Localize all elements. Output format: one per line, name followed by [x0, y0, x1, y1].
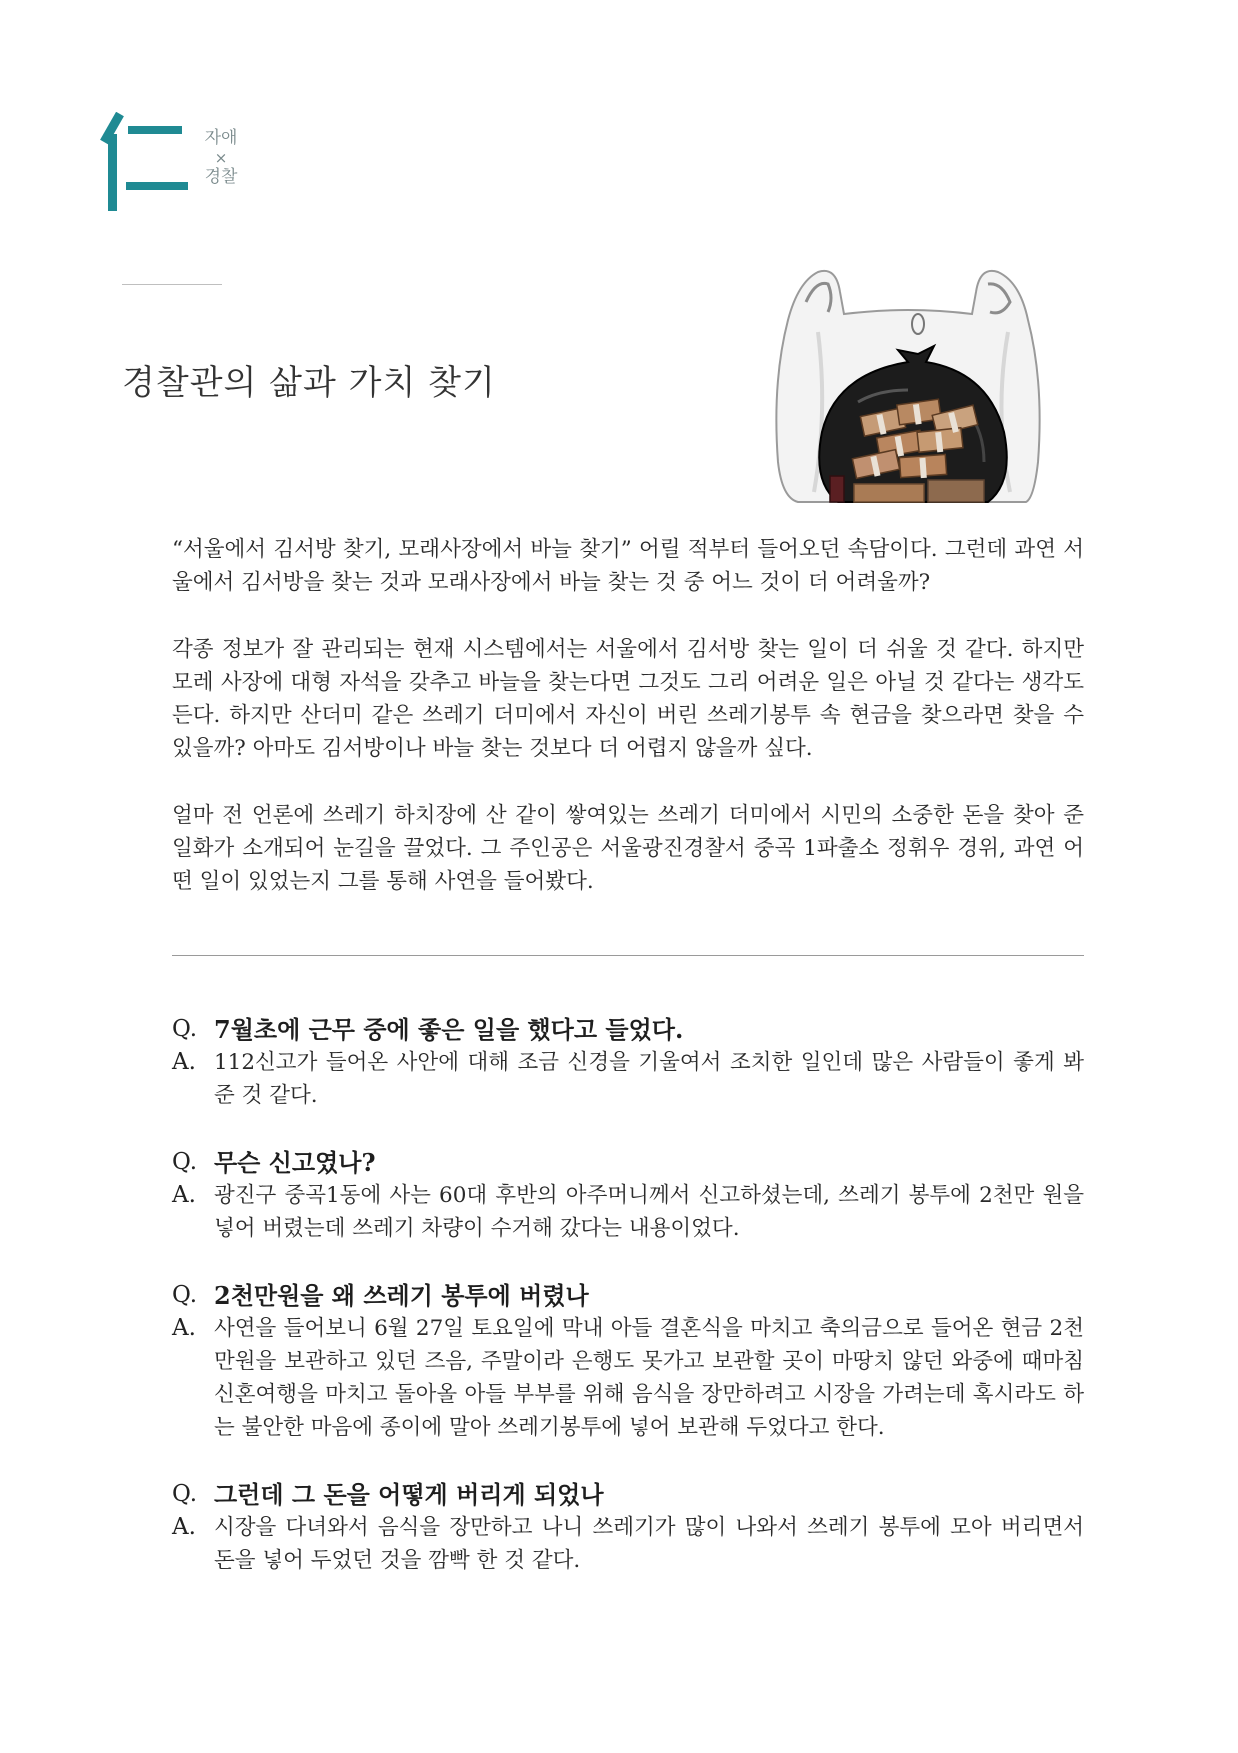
page-title: 경찰관의 삶과 가치 찾기 — [122, 363, 496, 403]
section-divider — [172, 955, 1084, 956]
intro-paragraph: 얼마 전 언론에 쓰레기 하치장에 산 같이 쌓여있는 쓰레기 더미에서 시민의 소중한 돈을 찾아 준 일화가 소개되어 눈길을 끌었다. 그 주인공은 서울광진경찰서 중곡 1파출소 정휘우 경위, 과연 어떤 일이 있었는지 그를 통해 사연을 들어봤다. — [172, 803, 1084, 894]
section-label-top: 자애 — [204, 128, 238, 148]
qa-item — [172, 1279, 1084, 1444]
answer-row — [172, 1179, 1084, 1245]
answer-row — [172, 1312, 1084, 1444]
question-marker: Q. — [172, 1016, 198, 1042]
answer-row — [172, 1046, 1084, 1112]
intro-paragraph: 각종 정보가 잘 관리되는 현재 시스템에서는 서울에서 김서방 찾는 일이 더 쉬울 것 같다. 하지만 모레 사장에 대형 자석을 갖추고 바늘을 찾는다면 그것도 그리 어려운 일은 아닐 것 같다는 생각도 든다. 하지만 산더미 같은 쓰레기 더미에서 자신이 버린 쓰레기봉투 속 현금을 찾으라면 찾을 수 있을까? 아마도 김서방이나 바늘 찾는 것보다 더 어렵지 않을까 싶다. — [172, 637, 1084, 761]
intro-paragraph: “서울에서 김서방 찾기, 모래사장에서 바늘 찾기” 어릴 적부터 들어오던 속담이다. 그런데 과연 서울에서 김서방을 찾는 것과 모래사장에서 바늘 찾는 것 중 어느 것이 더 어려울까? — [172, 537, 1084, 595]
garbage-bag-with-cash-illustration — [758, 262, 1058, 512]
qa-item — [172, 1013, 1084, 1112]
answer-row — [172, 1511, 1084, 1577]
answer-marker: A. — [172, 1315, 196, 1341]
section-label — [200, 128, 242, 188]
intro-text — [172, 533, 1084, 932]
question-marker: Q. — [172, 1282, 198, 1308]
answer-text: 시장을 다녀와서 음식을 장만하고 나니 쓰레기가 많이 나와서 쓰레기 봉투에 모아 버리면서 돈을 넣어 두었던 것을 깜빡 한 것 같다. — [214, 1515, 1084, 1573]
answer-text: 112신고가 들어온 사안에 대해 조금 신경을 기울여서 조치한 일인데 많은 사람들이 좋게 봐준 것 같다. — [214, 1050, 1084, 1108]
section-mark — [98, 112, 268, 222]
question-text: 2천만원을 왜 쓰레기 봉투에 버렸나 — [214, 1281, 589, 1310]
answer-marker: A. — [172, 1182, 196, 1208]
answer-text: 광진구 중곡1동에 사는 60대 후반의 아주머니께서 신고하셨는데, 쓰레기 봉투에 2천만 원을 넣어 버렸는데 쓰레기 차량이 수거해 갔다는 내용이었다. — [214, 1183, 1084, 1241]
question-row — [172, 1279, 1084, 1312]
benevolence-character-icon — [98, 112, 190, 212]
question-text: 그런데 그 돈을 어떻게 버리게 되었나 — [214, 1480, 604, 1509]
question-marker: Q. — [172, 1149, 198, 1175]
section-label-bottom: 경찰 — [204, 167, 238, 187]
question-row — [172, 1478, 1084, 1511]
question-marker: Q. — [172, 1481, 198, 1507]
question-row — [172, 1146, 1084, 1179]
question-text: 무슨 신고였나? — [214, 1148, 376, 1177]
qa-item — [172, 1146, 1084, 1245]
answer-marker: A. — [172, 1049, 196, 1075]
answer-marker: A. — [172, 1514, 196, 1540]
qa-item — [172, 1478, 1084, 1577]
interview-qa — [172, 1013, 1084, 1611]
question-text: 7월초에 근무 중에 좋은 일을 했다고 들었다. — [214, 1015, 684, 1044]
question-row — [172, 1013, 1084, 1046]
section-label-cross: × — [214, 149, 228, 167]
title-divider — [122, 284, 222, 285]
answer-text: 사연을 들어보니 6월 27일 토요일에 막내 아들 결혼식을 마치고 축의금으로 들어온 현금 2천만원을 보관하고 있던 즈음, 주말이라 은행도 못가고 보관할 곳이 마땅치 않던 와중에 때마침 신혼여행을 마치고 돌아올 아들 부부를 위해 음식을 장만하려고 시장을 가려는데 혹시라도 하는 불안한 마음에 종이에 말아 쓰레기봉투에 넣어 보관해 두었다고 한다. — [214, 1316, 1084, 1440]
